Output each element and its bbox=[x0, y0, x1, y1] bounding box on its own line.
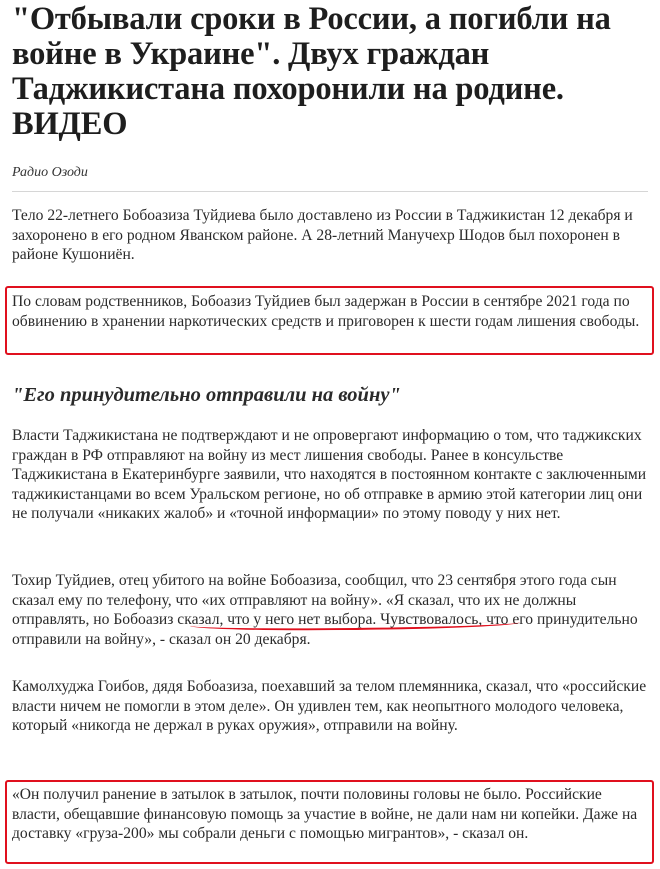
paragraph-intro: Тело 22-летнего Бобоазиза Туйдиева было доставлено из России в Таджикистан 12 декабря и захоронено в его родном Яванском районе. А 28-летний Манучехр Шодов был похоронен в районе Кушониён. bbox=[12, 207, 633, 263]
article-headline: "Отбывали сроки в России, а погибли на войне в Украине". Двух граждан Таджикистана похоронили на родине. ВИДЕО bbox=[12, 1, 611, 142]
article-source: Радио Озоди bbox=[12, 165, 88, 180]
article-subheading: "Его принудительно отправили на войну" bbox=[12, 384, 401, 406]
paragraph-uncle: Камолхуджа Гоибов, дядя Бобоазиза, поехавший за телом племянника, сказал, что «российские власти ничем не помогли в этом деле». Он удивлен тем, как неопытного молодого человека, который «никогда не держал в руках оружия», отправили на войну. bbox=[12, 678, 647, 734]
paragraph-father-quote: Тохир Туйдиев, отец убитого на войне Бобоазиза, сообщил, что 23 сентября этого года сын сказал ему по телефону, что «их отправляют на войну». «Я сказал, что их не должны отправлять, но Бобоазиз сказал, что у него нет выбора. Чувствовалось, что его принудительно отправили на войну», - сказал он 20 декабря. bbox=[12, 572, 638, 648]
divider bbox=[12, 191, 648, 192]
paragraph-detention: По словам родственников, Бобоазиз Туйдиев был задержан в России в сентябре 2021 года по обвинению в хранении наркотических средств и приговорен к шести годам лишения свободы. bbox=[12, 293, 640, 330]
paragraph-uncle-quote: «Он получил ранение в затылок в затылок, почти половины головы не было. Российские власти, обещавшие финансовую помощь за участие в войне, не дали нам ни копейки. Даже на доставку «груза-200» мы собрали деньги с помощью мигрантов», - сказал он. bbox=[12, 786, 638, 842]
paragraph-authorities: Власти Таджикистана не подтверждают и не опровергают информацию о том, что таджикских граждан в РФ отправляют на войну из мест лишения свободы. Ранее в консульстве Таджикистана в Екатеринбурге заявили, что находятся в постоянном контакте с заключенными таджикистанцами во всем Уральском регионе, но об отправке в армию этой категории лиц они не получали «никаких жалоб» и «точной информации» по этому поводу у них нет. bbox=[12, 427, 647, 522]
